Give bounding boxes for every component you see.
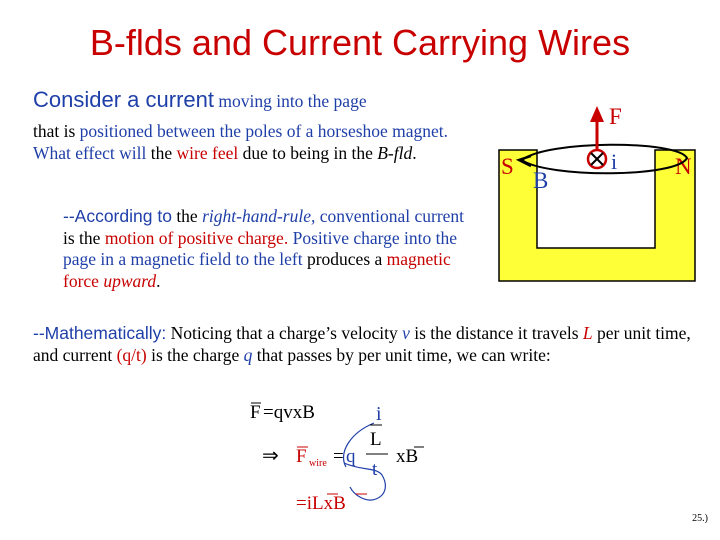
math-text-1: --Mathematically: [33, 323, 167, 343]
intro-text-7: . [412, 142, 417, 163]
rule-text-13: . [156, 270, 161, 291]
eq2-subscript: wire [309, 458, 327, 469]
eq2-implies: ⇒ [262, 445, 279, 467]
math-text-9: q [243, 344, 253, 365]
intro-lead-serif: moving into the page [213, 91, 367, 111]
math-text-8: is the charge [146, 344, 244, 365]
eq2-t: t [372, 459, 378, 480]
rule-text-12: upward [103, 270, 157, 291]
eq3-rhs: =iLxB [296, 493, 346, 514]
eq2-xB: xB [396, 446, 419, 467]
south-pole-label: S [501, 154, 514, 179]
horseshoe-magnet-diagram [487, 96, 707, 301]
eq-current-i: i [376, 403, 382, 425]
intro-text-5: due to being in the [238, 142, 378, 163]
current-label-i: i [611, 149, 618, 174]
force-arrow-head [590, 106, 604, 122]
slide-number: 25.) [692, 513, 708, 524]
math-text-2: Noticing that a charge’s velocity [166, 323, 403, 343]
eq2-equals: = [333, 446, 344, 467]
math-text-5: L [582, 323, 593, 343]
rule-text-8: magnetic field to the left [130, 249, 303, 269]
rule-text-10: magnetic force [63, 249, 451, 291]
rule-text-6: motion of positive charge. [104, 227, 289, 248]
eq2-L: L [370, 429, 382, 450]
slide-title: B-flds and Current Carrying Wires [89, 22, 631, 63]
intro-text-6: B-fld [377, 142, 413, 163]
math-text-7: (q/t) [116, 344, 147, 365]
intro-text-4: wire feel [176, 142, 239, 163]
math-text-10: that passes by per unit time, we can write: [252, 344, 551, 365]
field-label-B: B [533, 168, 549, 193]
intro-text-2: positioned between the poles of a horseshoe magnet. What effect will [33, 121, 449, 163]
eq2-q: q [346, 446, 356, 467]
math-paragraph [33, 323, 698, 366]
rule-text-7: Positive charge into the page in a [63, 227, 458, 269]
rule-text-5: is the [63, 227, 105, 248]
force-label-F: F [609, 104, 622, 129]
rule-text-2: the [171, 206, 203, 226]
intro-lead-sans: Consider a current [33, 87, 214, 112]
equations [240, 395, 440, 517]
intro-text-3: the [146, 142, 177, 163]
rule-text-3: right-hand-rule, [202, 206, 316, 226]
intro-body [33, 121, 473, 164]
north-pole-label: N [675, 154, 692, 179]
eq-grouping-loop [344, 463, 385, 500]
rule-text-4: conventional current [315, 206, 465, 226]
math-text-6: per unit time, and current [33, 323, 691, 365]
eq2-force: F [296, 446, 307, 467]
eq1-force: F [250, 402, 261, 423]
math-text-3: v [402, 323, 410, 343]
math-text-4: is the distance it travels [409, 323, 583, 343]
magnet-body [499, 150, 695, 281]
rule-paragraph [63, 206, 478, 292]
eq1-rhs: =qvxB [263, 402, 315, 423]
intro-lead [33, 89, 367, 113]
intro-text-1: that is [33, 121, 80, 141]
rule-text-1: --According to [63, 206, 172, 226]
rule-text-9: produces a [302, 249, 387, 269]
